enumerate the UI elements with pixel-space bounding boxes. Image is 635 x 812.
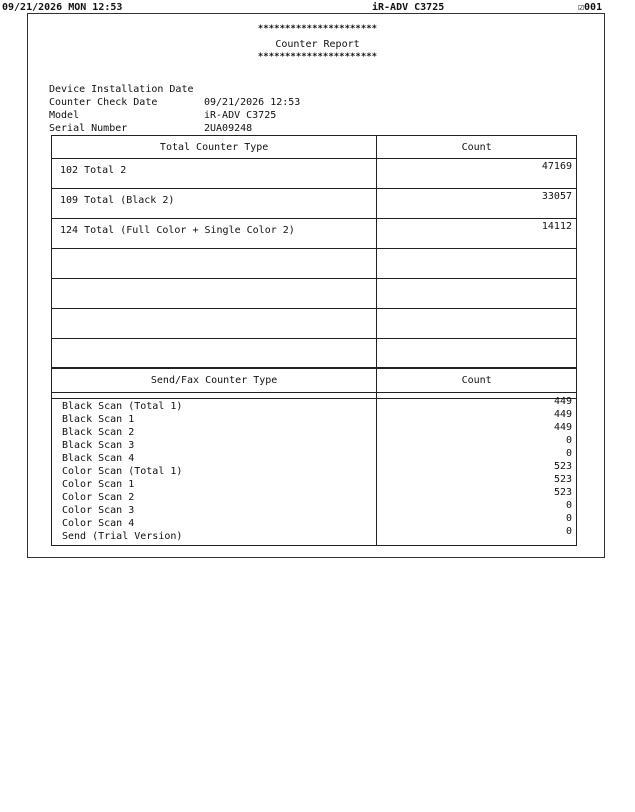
table-header-row xyxy=(52,368,577,393)
table-row xyxy=(52,393,577,546)
send-label: Color Scan 3 xyxy=(62,505,135,516)
send-label: Send (Trial Version) xyxy=(62,531,183,542)
send-label: Color Scan 4 xyxy=(62,518,135,529)
info-value: 2UA09248 xyxy=(204,123,253,134)
counter-value xyxy=(377,339,577,369)
send-count: 0 xyxy=(565,513,572,524)
send-label: Black Scan 4 xyxy=(62,453,135,464)
info-label: Device Installation Date xyxy=(49,84,194,95)
info-row xyxy=(49,109,300,122)
table-row xyxy=(52,279,577,309)
counter-label xyxy=(52,339,377,369)
counter-label xyxy=(52,279,377,309)
info-label: Serial Number xyxy=(49,123,128,134)
table-row xyxy=(52,159,577,189)
send-label: Black Scan (Total 1) xyxy=(62,401,183,412)
counter-label: 124 Total (Full Color + Single Color 2) xyxy=(52,219,377,249)
total-count-header: Count xyxy=(377,136,577,159)
fax-page-icon: ☑ xyxy=(578,2,585,13)
fax-header-datetime: 09/21/2026 MON 12:53 xyxy=(2,2,123,13)
counter-value xyxy=(377,309,577,339)
send-count: 523 xyxy=(553,487,572,498)
info-row xyxy=(49,122,300,135)
counter-value xyxy=(377,279,577,309)
table-row xyxy=(52,309,577,339)
send-type-header: Send/Fax Counter Type xyxy=(52,368,377,393)
counter-value: 47169 xyxy=(377,159,577,189)
fax-header-device: iR-ADV C3725 xyxy=(372,2,445,13)
send-count: 449 xyxy=(553,396,572,407)
send-label: Black Scan 3 xyxy=(62,440,135,451)
report-title: Counter Report xyxy=(275,39,360,50)
counter-label xyxy=(52,309,377,339)
table-row xyxy=(52,249,577,279)
counter-value: 33057 xyxy=(377,189,577,219)
send-labels-cell xyxy=(52,393,377,546)
info-row xyxy=(49,96,300,109)
send-label: Black Scan 2 xyxy=(62,427,135,438)
info-label: Model xyxy=(49,110,80,121)
send-count: 0 xyxy=(565,500,572,511)
fax-header-page: ☑001 xyxy=(578,2,603,13)
send-label: Color Scan 1 xyxy=(62,479,135,490)
total-type-header: Total Counter Type xyxy=(52,136,377,159)
total-counter-table xyxy=(51,135,577,399)
device-info xyxy=(49,83,300,135)
send-count-header: Count xyxy=(377,368,577,393)
info-row xyxy=(49,83,300,96)
table-row xyxy=(52,189,577,219)
counter-label: 102 Total 2 xyxy=(52,159,377,189)
send-fax-counter-table xyxy=(51,367,577,546)
table-row xyxy=(52,339,577,369)
send-label: Black Scan 1 xyxy=(62,414,135,425)
table-header-row xyxy=(52,136,577,159)
send-count: 523 xyxy=(553,461,572,472)
title-stars-top: ********************** xyxy=(257,24,378,34)
send-count: 449 xyxy=(553,422,572,433)
send-count: 0 xyxy=(565,435,572,446)
table-row xyxy=(52,219,577,249)
counter-label: 109 Total (Black 2) xyxy=(52,189,377,219)
send-count: 523 xyxy=(553,474,572,485)
send-label: Color Scan 2 xyxy=(62,492,135,503)
counter-value: 14112 xyxy=(377,219,577,249)
send-count: 0 xyxy=(565,448,572,459)
send-label: Color Scan (Total 1) xyxy=(62,466,183,477)
send-counts-cell xyxy=(377,393,577,546)
counter-value xyxy=(377,249,577,279)
info-value: 09/21/2026 12:53 xyxy=(204,97,301,108)
info-value: iR-ADV C3725 xyxy=(204,110,277,121)
info-label: Counter Check Date xyxy=(49,97,158,108)
title-stars-bottom: ********************** xyxy=(257,52,378,62)
send-count: 0 xyxy=(565,526,572,537)
send-count: 449 xyxy=(553,409,572,420)
counter-label xyxy=(52,249,377,279)
